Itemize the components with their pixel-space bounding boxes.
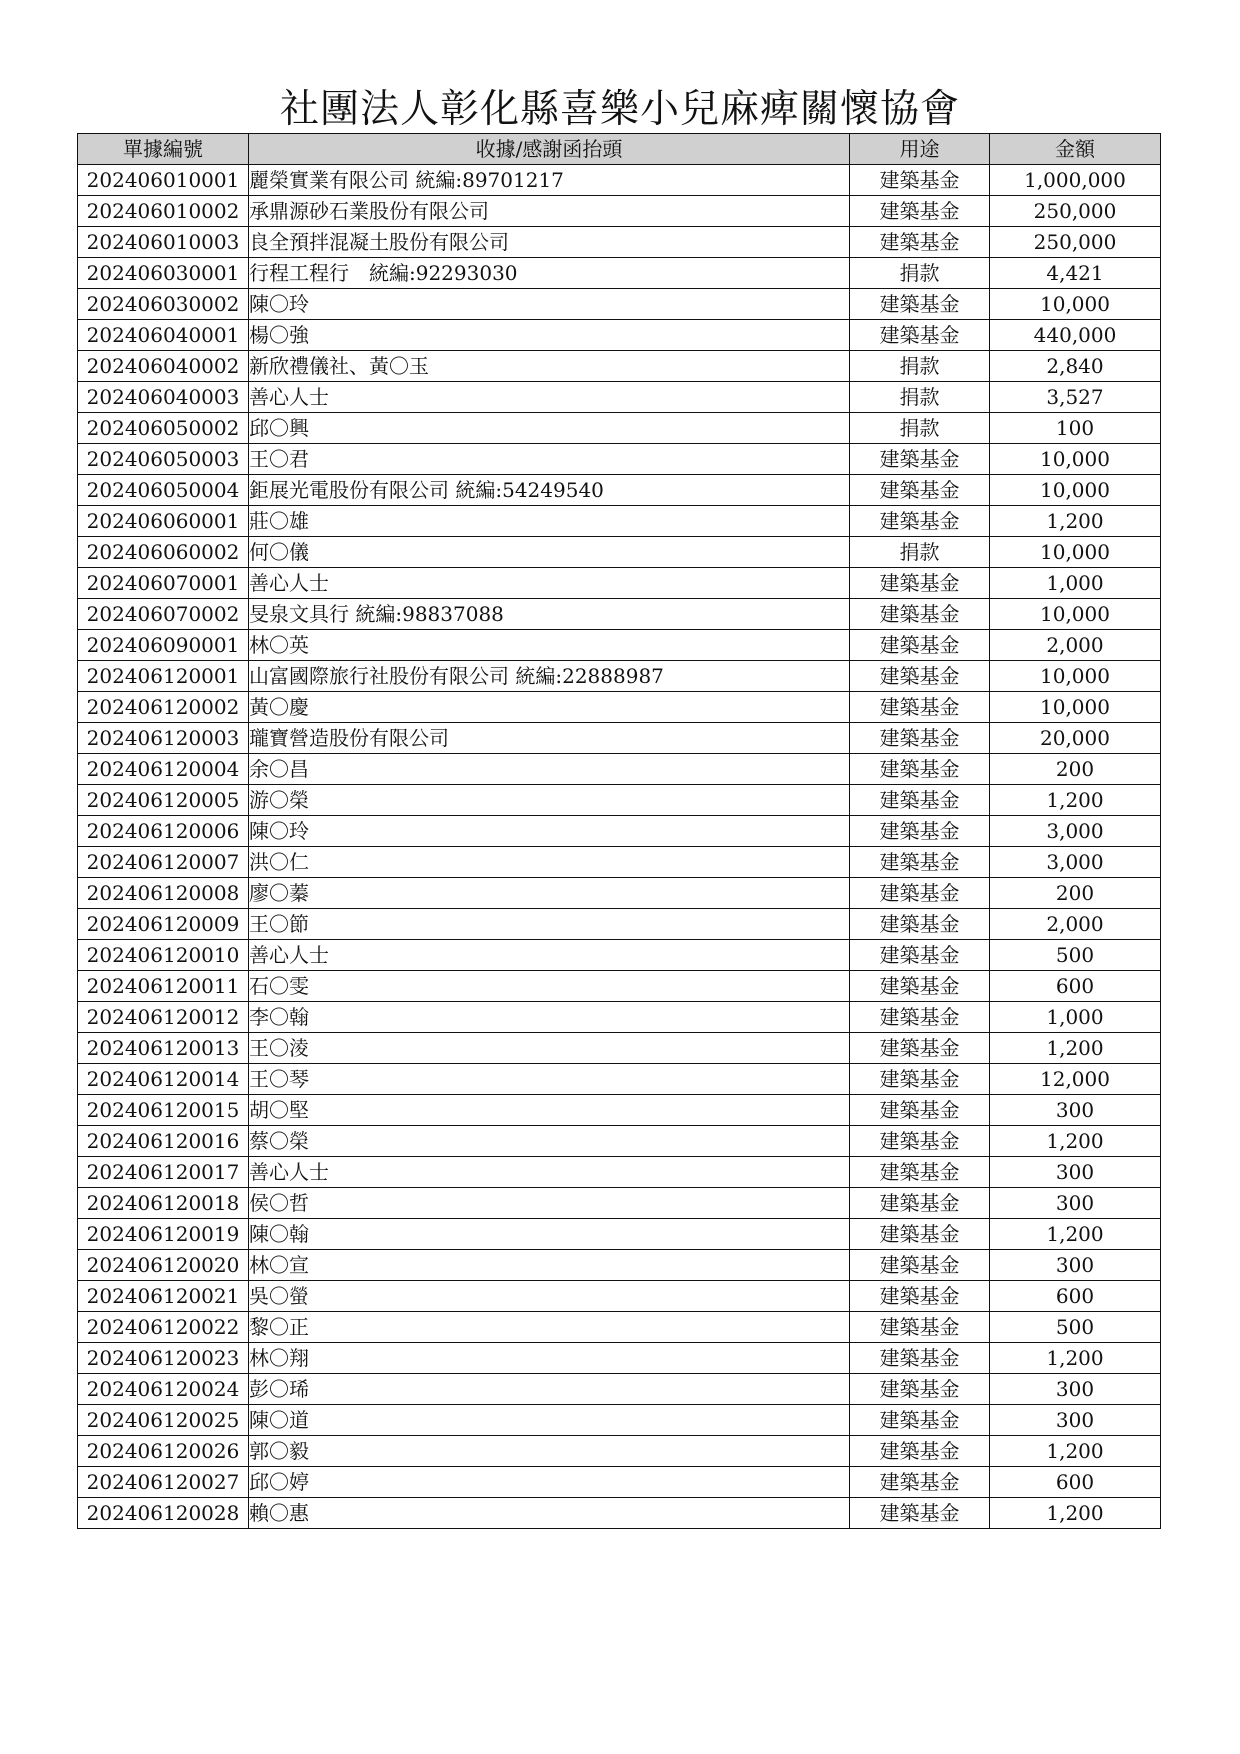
header-receipt-title: 收據/感謝函抬頭 (249, 134, 850, 165)
receipt-title-cell: 陳〇翰 (249, 1219, 850, 1250)
receipt-title-cell: 行程工程行 統編:92293030 (249, 258, 850, 289)
purpose-cell: 建築基金 (850, 444, 990, 475)
receipt-title-cell: 賴〇惠 (249, 1498, 850, 1529)
receipt-title-cell: 何〇儀 (249, 537, 850, 568)
purpose-cell: 建築基金 (850, 1219, 990, 1250)
table-row (78, 1498, 1161, 1529)
table-row (78, 1250, 1161, 1281)
amount-cell: 1,200 (990, 1343, 1161, 1374)
receipt-number-cell: 202406120020 (78, 1250, 249, 1281)
purpose-cell: 捐款 (850, 413, 990, 444)
purpose-cell: 建築基金 (850, 506, 990, 537)
receipt-title-cell: 林〇宣 (249, 1250, 850, 1281)
receipt-number-cell: 202406120001 (78, 661, 249, 692)
amount-cell: 10,000 (990, 692, 1161, 723)
purpose-cell: 建築基金 (850, 1281, 990, 1312)
receipt-title-cell: 蔡〇榮 (249, 1126, 850, 1157)
receipt-title-cell: 李〇翰 (249, 1002, 850, 1033)
receipt-number-cell: 202406050002 (78, 413, 249, 444)
amount-cell: 10,000 (990, 599, 1161, 630)
table-row (78, 165, 1161, 196)
amount-cell: 300 (990, 1405, 1161, 1436)
receipt-number-cell: 202406030001 (78, 258, 249, 289)
amount-cell: 1,200 (990, 1126, 1161, 1157)
receipt-number-cell: 202406120003 (78, 723, 249, 754)
receipt-number-cell: 202406120007 (78, 847, 249, 878)
amount-cell: 12,000 (990, 1064, 1161, 1095)
receipt-number-cell: 202406070002 (78, 599, 249, 630)
purpose-cell: 建築基金 (850, 320, 990, 351)
amount-cell: 3,527 (990, 382, 1161, 413)
receipt-number-cell: 202406120009 (78, 909, 249, 940)
receipt-number-cell: 202406120024 (78, 1374, 249, 1405)
table-row (78, 289, 1161, 320)
receipt-title-cell: 新欣禮儀社、黃〇玉 (249, 351, 850, 382)
receipt-title-cell: 洪〇仁 (249, 847, 850, 878)
table-row (78, 320, 1161, 351)
table-row (78, 1374, 1161, 1405)
receipt-title-cell: 善心人士 (249, 940, 850, 971)
receipt-title-cell: 石〇雯 (249, 971, 850, 1002)
receipt-title-cell: 承鼎源砂石業股份有限公司 (249, 196, 850, 227)
amount-cell: 440,000 (990, 320, 1161, 351)
receipt-number-cell: 202406010001 (78, 165, 249, 196)
purpose-cell: 建築基金 (850, 816, 990, 847)
table-row (78, 1405, 1161, 1436)
receipt-title-cell: 郭〇毅 (249, 1436, 850, 1467)
receipt-number-cell: 202406050003 (78, 444, 249, 475)
table-row (78, 661, 1161, 692)
purpose-cell: 捐款 (850, 537, 990, 568)
table-row (78, 940, 1161, 971)
table-row (78, 1157, 1161, 1188)
purpose-cell: 建築基金 (850, 971, 990, 1002)
receipt-title-cell: 山富國際旅行社股份有限公司 統編:22888987 (249, 661, 850, 692)
table-row (78, 444, 1161, 475)
amount-cell: 200 (990, 878, 1161, 909)
receipt-title-cell: 善心人士 (249, 1157, 850, 1188)
amount-cell: 100 (990, 413, 1161, 444)
receipt-number-cell: 202406030002 (78, 289, 249, 320)
amount-cell: 2,000 (990, 630, 1161, 661)
amount-cell: 1,200 (990, 785, 1161, 816)
receipt-number-cell: 202406040003 (78, 382, 249, 413)
receipt-title-cell: 陳〇道 (249, 1405, 850, 1436)
amount-cell: 200 (990, 754, 1161, 785)
receipt-number-cell: 202406120018 (78, 1188, 249, 1219)
purpose-cell: 建築基金 (850, 940, 990, 971)
receipt-title-cell: 陳〇玲 (249, 289, 850, 320)
amount-cell: 1,200 (990, 1219, 1161, 1250)
receipt-number-cell: 202406120028 (78, 1498, 249, 1529)
receipt-title-cell: 莊〇雄 (249, 506, 850, 537)
receipt-number-cell: 202406120025 (78, 1405, 249, 1436)
receipt-title-cell: 善心人士 (249, 382, 850, 413)
purpose-cell: 建築基金 (850, 165, 990, 196)
purpose-cell: 建築基金 (850, 847, 990, 878)
amount-cell: 20,000 (990, 723, 1161, 754)
purpose-cell: 建築基金 (850, 1064, 990, 1095)
receipt-title-cell: 黎〇正 (249, 1312, 850, 1343)
receipt-number-cell: 202406120002 (78, 692, 249, 723)
purpose-cell: 建築基金 (850, 1157, 990, 1188)
table-row (78, 475, 1161, 506)
purpose-cell: 建築基金 (850, 475, 990, 506)
receipt-number-cell: 202406120023 (78, 1343, 249, 1374)
amount-cell: 10,000 (990, 475, 1161, 506)
table-row (78, 413, 1161, 444)
purpose-cell: 建築基金 (850, 909, 990, 940)
receipt-number-cell: 202406120022 (78, 1312, 249, 1343)
purpose-cell: 建築基金 (850, 1312, 990, 1343)
purpose-cell: 建築基金 (850, 289, 990, 320)
donation-table (77, 133, 1161, 1529)
receipt-number-cell: 202406120021 (78, 1281, 249, 1312)
receipt-number-cell: 202406120010 (78, 940, 249, 971)
amount-cell: 600 (990, 1281, 1161, 1312)
table-row (78, 1343, 1161, 1374)
purpose-cell: 建築基金 (850, 692, 990, 723)
purpose-cell: 建築基金 (850, 1188, 990, 1219)
receipt-title-cell: 廖〇蓁 (249, 878, 850, 909)
table-row (78, 599, 1161, 630)
amount-cell: 500 (990, 1312, 1161, 1343)
table-row (78, 1064, 1161, 1095)
table-row (78, 971, 1161, 1002)
purpose-cell: 建築基金 (850, 1002, 990, 1033)
receipt-number-cell: 202406120012 (78, 1002, 249, 1033)
table-row (78, 1436, 1161, 1467)
table-row (78, 878, 1161, 909)
table-row (78, 1312, 1161, 1343)
purpose-cell: 建築基金 (850, 754, 990, 785)
table-row (78, 382, 1161, 413)
receipt-title-cell: 邱〇婷 (249, 1467, 850, 1498)
receipt-number-cell: 202406120006 (78, 816, 249, 847)
table-row (78, 568, 1161, 599)
table-body (78, 165, 1161, 1529)
amount-cell: 10,000 (990, 289, 1161, 320)
receipt-title-cell: 王〇君 (249, 444, 850, 475)
amount-cell: 300 (990, 1250, 1161, 1281)
table-row (78, 1126, 1161, 1157)
amount-cell: 250,000 (990, 196, 1161, 227)
receipt-title-cell: 陳〇玲 (249, 816, 850, 847)
receipt-number-cell: 202406040002 (78, 351, 249, 382)
receipt-title-cell: 良全預拌混凝土股份有限公司 (249, 227, 850, 258)
receipt-title-cell: 侯〇哲 (249, 1188, 850, 1219)
header-amount: 金額 (990, 134, 1161, 165)
purpose-cell: 建築基金 (850, 1250, 990, 1281)
amount-cell: 600 (990, 1467, 1161, 1498)
table-row (78, 227, 1161, 258)
amount-cell: 1,000 (990, 1002, 1161, 1033)
receipt-number-cell: 202406040001 (78, 320, 249, 351)
receipt-number-cell: 202406120016 (78, 1126, 249, 1157)
amount-cell: 3,000 (990, 816, 1161, 847)
purpose-cell: 建築基金 (850, 1095, 990, 1126)
amount-cell: 4,421 (990, 258, 1161, 289)
receipt-number-cell: 202406010002 (78, 196, 249, 227)
table-row (78, 1002, 1161, 1033)
amount-cell: 10,000 (990, 537, 1161, 568)
purpose-cell: 建築基金 (850, 1343, 990, 1374)
receipt-title-cell: 王〇節 (249, 909, 850, 940)
receipt-number-cell: 202406120019 (78, 1219, 249, 1250)
table-row (78, 537, 1161, 568)
receipt-title-cell: 旻泉文具行 統編:98837088 (249, 599, 850, 630)
table-row (78, 1188, 1161, 1219)
table-header-row (78, 134, 1161, 165)
amount-cell: 1,200 (990, 1436, 1161, 1467)
table-row (78, 692, 1161, 723)
amount-cell: 600 (990, 971, 1161, 1002)
table-row (78, 630, 1161, 661)
receipt-title-cell: 林〇英 (249, 630, 850, 661)
receipt-number-cell: 202406120026 (78, 1436, 249, 1467)
purpose-cell: 建築基金 (850, 1467, 990, 1498)
purpose-cell: 建築基金 (850, 661, 990, 692)
header-purpose: 用途 (850, 134, 990, 165)
table-row (78, 1219, 1161, 1250)
receipt-number-cell: 202406060002 (78, 537, 249, 568)
purpose-cell: 建築基金 (850, 1033, 990, 1064)
amount-cell: 300 (990, 1374, 1161, 1405)
table-row (78, 258, 1161, 289)
receipt-number-cell: 202406120027 (78, 1467, 249, 1498)
receipt-title-cell: 林〇翔 (249, 1343, 850, 1374)
amount-cell: 10,000 (990, 444, 1161, 475)
header-receipt-number: 單據編號 (78, 134, 249, 165)
table-row (78, 1095, 1161, 1126)
table-row (78, 196, 1161, 227)
amount-cell: 300 (990, 1095, 1161, 1126)
receipt-number-cell: 202406120015 (78, 1095, 249, 1126)
receipt-number-cell: 202406120014 (78, 1064, 249, 1095)
amount-cell: 1,000 (990, 568, 1161, 599)
purpose-cell: 建築基金 (850, 723, 990, 754)
receipt-number-cell: 202406120011 (78, 971, 249, 1002)
receipt-title-cell: 邱〇興 (249, 413, 850, 444)
table-row (78, 909, 1161, 940)
receipt-number-cell: 202406060001 (78, 506, 249, 537)
table-row (78, 506, 1161, 537)
receipt-number-cell: 202406120013 (78, 1033, 249, 1064)
receipt-title-cell: 彭〇琋 (249, 1374, 850, 1405)
table-row (78, 1281, 1161, 1312)
receipt-title-cell: 王〇淩 (249, 1033, 850, 1064)
receipt-title-cell: 王〇琴 (249, 1064, 850, 1095)
amount-cell: 2,000 (990, 909, 1161, 940)
receipt-title-cell: 余〇昌 (249, 754, 850, 785)
receipt-title-cell: 瓏寶營造股份有限公司 (249, 723, 850, 754)
table-row (78, 754, 1161, 785)
amount-cell: 1,200 (990, 1033, 1161, 1064)
table-row (78, 723, 1161, 754)
purpose-cell: 建築基金 (850, 878, 990, 909)
purpose-cell: 捐款 (850, 382, 990, 413)
amount-cell: 2,840 (990, 351, 1161, 382)
page-title: 社團法人彰化縣喜樂小兒麻痺關懷協會 (279, 87, 960, 132)
purpose-cell: 建築基金 (850, 1374, 990, 1405)
amount-cell: 500 (990, 940, 1161, 971)
receipt-number-cell: 202406090001 (78, 630, 249, 661)
receipt-title-cell: 胡〇堅 (249, 1095, 850, 1126)
amount-cell: 300 (990, 1157, 1161, 1188)
purpose-cell: 建築基金 (850, 1126, 990, 1157)
receipt-number-cell: 202406120008 (78, 878, 249, 909)
receipt-title-cell: 善心人士 (249, 568, 850, 599)
purpose-cell: 建築基金 (850, 1405, 990, 1436)
purpose-cell: 捐款 (850, 258, 990, 289)
receipt-title-cell: 游〇榮 (249, 785, 850, 816)
purpose-cell: 建築基金 (850, 630, 990, 661)
purpose-cell: 建築基金 (850, 568, 990, 599)
receipt-number-cell: 202406070001 (78, 568, 249, 599)
amount-cell: 3,000 (990, 847, 1161, 878)
receipt-title-cell: 麗榮實業有限公司 統編:89701217 (249, 165, 850, 196)
table-row (78, 785, 1161, 816)
amount-cell: 10,000 (990, 661, 1161, 692)
amount-cell: 1,200 (990, 506, 1161, 537)
receipt-number-cell: 202406120004 (78, 754, 249, 785)
purpose-cell: 捐款 (850, 351, 990, 382)
purpose-cell: 建築基金 (850, 227, 990, 258)
amount-cell: 250,000 (990, 227, 1161, 258)
receipt-number-cell: 202406120017 (78, 1157, 249, 1188)
purpose-cell: 建築基金 (850, 785, 990, 816)
table-row (78, 1033, 1161, 1064)
receipt-title-cell: 鉅展光電股份有限公司 統編:54249540 (249, 475, 850, 506)
receipt-title-cell: 楊〇強 (249, 320, 850, 351)
table-row (78, 1467, 1161, 1498)
receipt-title-cell: 黃〇慶 (249, 692, 850, 723)
purpose-cell: 建築基金 (850, 1436, 990, 1467)
table-row (78, 847, 1161, 878)
receipt-number-cell: 202406010003 (78, 227, 249, 258)
amount-cell: 1,200 (990, 1498, 1161, 1529)
receipt-number-cell: 202406050004 (78, 475, 249, 506)
purpose-cell: 建築基金 (850, 1498, 990, 1529)
receipt-number-cell: 202406120005 (78, 785, 249, 816)
purpose-cell: 建築基金 (850, 599, 990, 630)
amount-cell: 1,000,000 (990, 165, 1161, 196)
amount-cell: 300 (990, 1188, 1161, 1219)
table-row (78, 351, 1161, 382)
purpose-cell: 建築基金 (850, 196, 990, 227)
receipt-title-cell: 吳〇螢 (249, 1281, 850, 1312)
table-row (78, 816, 1161, 847)
